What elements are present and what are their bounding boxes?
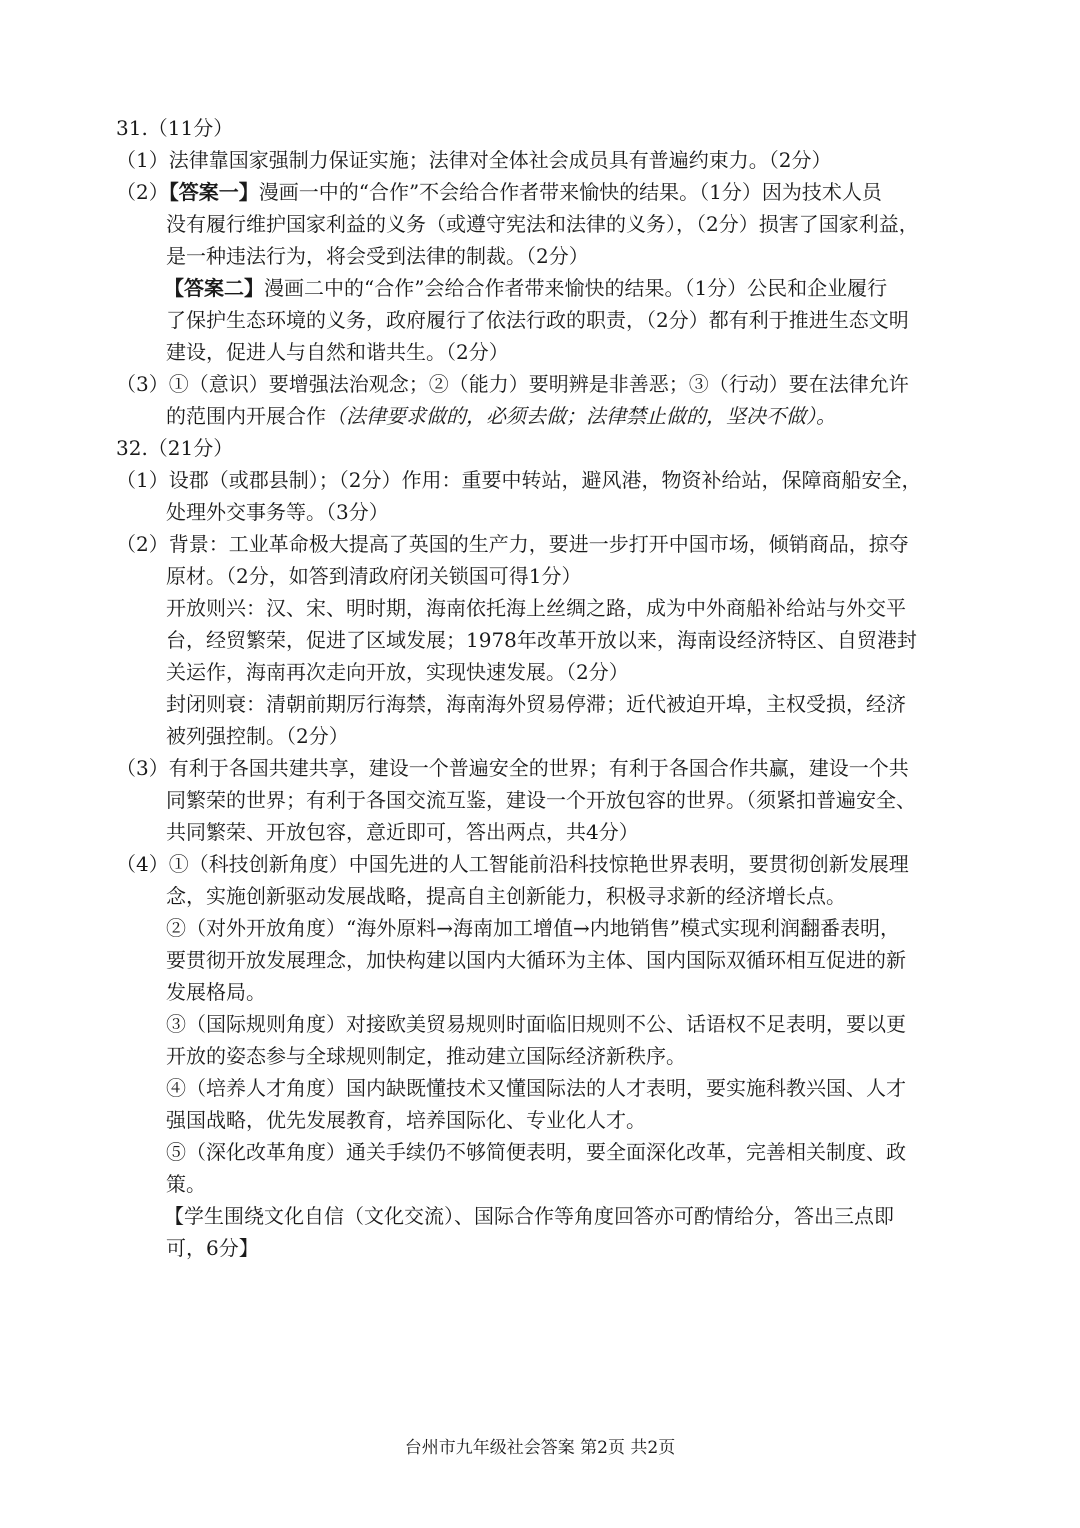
q32-part2-line7: 被列强控制。（2分） [166,724,349,748]
q32-part2-line3: 开放则兴：汉、宋、明时期，海南依托海上丝绸之路，成为中外商船补给站与外交平 [166,596,906,620]
question-31-header: 31.（11分） [116,116,234,140]
q31-part3-note: （法律要求做的，必须去做；法律禁止做的，坚决不做）。 [326,404,836,428]
q32-part4-line3: ②（对外开放角度）“海外原料→海南加工增值→内地销售”模式实现利润翻番表明， [166,916,900,940]
q32-part3-line3: 共同繁荣、开放包容，意近即可，答出两点，共4分） [166,820,639,844]
q31-part2-line1 [116,176,976,208]
q31-part2-line4-text: 漫画二中的“合作”会给合作者带来愉快的结果。（1分）公民和企业履行 [264,276,888,300]
q31-part2-prefix: （2） [116,180,169,204]
question-32-header: 32.（21分） [116,436,234,460]
q31-part2-line5: 了保护生态环境的义务，政府履行了依法行政的职责，（2分）都有利于推进生态文明 [166,308,909,332]
q31-part3-line1: （3）①（意识）要增强法治观念；②（能力）要明辨是非善恶；③（行动）要在法律允许 [116,372,909,396]
q32-part4-line1: （4）①（科技创新角度）中国先进的人工智能前沿科技惊艳世界表明，要贯彻创新发展理 [116,852,909,876]
q32-part4-line2: 念，实施创新驱动发展战略，提高自主创新能力，积极寻求新的经济增长点。 [166,884,846,908]
q31-part2-line1-text: 漫画一中的“合作”不会给合作者带来愉快的结果。（1分）因为技术人员 [258,180,882,204]
q31-part2-line4 [116,272,976,304]
q32-part4-line13: 可，6分】 [166,1236,259,1260]
q32-part1-line2: 处理外交事务等。（3分） [166,500,389,524]
answer-one-label: 【答案一】 [168,180,259,204]
q31-part2-line3: 是一种违法行为，将会受到法律的制裁。（2分） [166,244,589,268]
q32-part4-line5: 发展格局。 [166,980,266,1004]
q32-part2-line4: 台，经贸繁荣，促进了区域发展；1978年改革开放以来，海南设经济特区、自贸港封 [166,628,917,652]
q31-part3-line2-text: 的范围内开展合作 [166,404,326,428]
q32-part3-line1: （3）有利于各国共建共享，建设一个普遍安全的世界；有利于各国合作共赢，建设一个共 [116,756,909,780]
q32-part2-line5: 关运作，海南再次走向开放，实现快速发展。（2分） [166,660,629,684]
q32-part4-line11: 策。 [166,1172,206,1196]
q32-part4-line7: 开放的姿态参与全球规则制定，推动建立国际经济新秩序。 [166,1044,686,1068]
q31-part1: （1）法律靠国家强制力保证实施；法律对全体社会成员具有普遍约束力。（2分） [116,148,832,172]
q32-part4-line9: 强国战略，优先发展教育，培养国际化、专业化人才。 [166,1108,646,1132]
answer-content [116,112,976,1264]
q32-part3-line2: 同繁荣的世界；有利于各国交流互鉴，建设一个开放包容的世界。（须紧扣普遍安全、 [166,788,916,812]
q31-part3-line2 [116,400,976,432]
q31-part2-line6: 建设，促进人与自然和谐共生。（2分） [166,340,509,364]
q32-part1-line1: （1）设郡（或郡县制）；（2分）作用：重要中转站，避风港，物资补给站，保障商船安全， [116,468,922,492]
q32-part4-line4: 要贯彻开放发展理念，加快构建以国内大循环为主体、国内国际双循环相互促进的新 [166,948,906,972]
q32-part2-line6: 封闭则衰：清朝前期厉行海禁，海南海外贸易停滞；近代被迫开埠，主权受损，经济 [166,692,906,716]
q32-part4-line10: ⑤（深化改革角度）通关手续仍不够简便表明，要全面深化改革，完善相关制度、政 [166,1140,906,1164]
q32-part4-line6: ③（国际规则角度）对接欧美贸易规则时面临旧规则不公、话语权不足表明，要以更 [166,1012,906,1036]
q31-part2-line2: 没有履行维护国家利益的义务（或遵守宪法和法律的义务），（2分）损害了国家利益， [166,212,919,236]
answer-two-label: 【答案二】 [164,276,264,300]
q32-part2-line2: 原材。（2分，如答到清政府闭关锁国可得1分） [166,564,582,588]
q32-part4-line8: ④（培养人才角度）国内缺既懂技术又懂国际法的人才表明，要实施科教兴国、人才 [166,1076,906,1100]
q32-part2-line1: （2）背景：工业革命极大提高了英国的生产力，要进一步打开中国市场，倾销商品，掠夺 [116,532,909,556]
q32-part4-line12: 【学生围绕文化自信（文化交流）、国际合作等角度回答亦可酌情给分，答出三点即 [164,1204,894,1228]
page-footer: 台州市九年级社会答案 第2页 共2页 [404,1438,676,1458]
